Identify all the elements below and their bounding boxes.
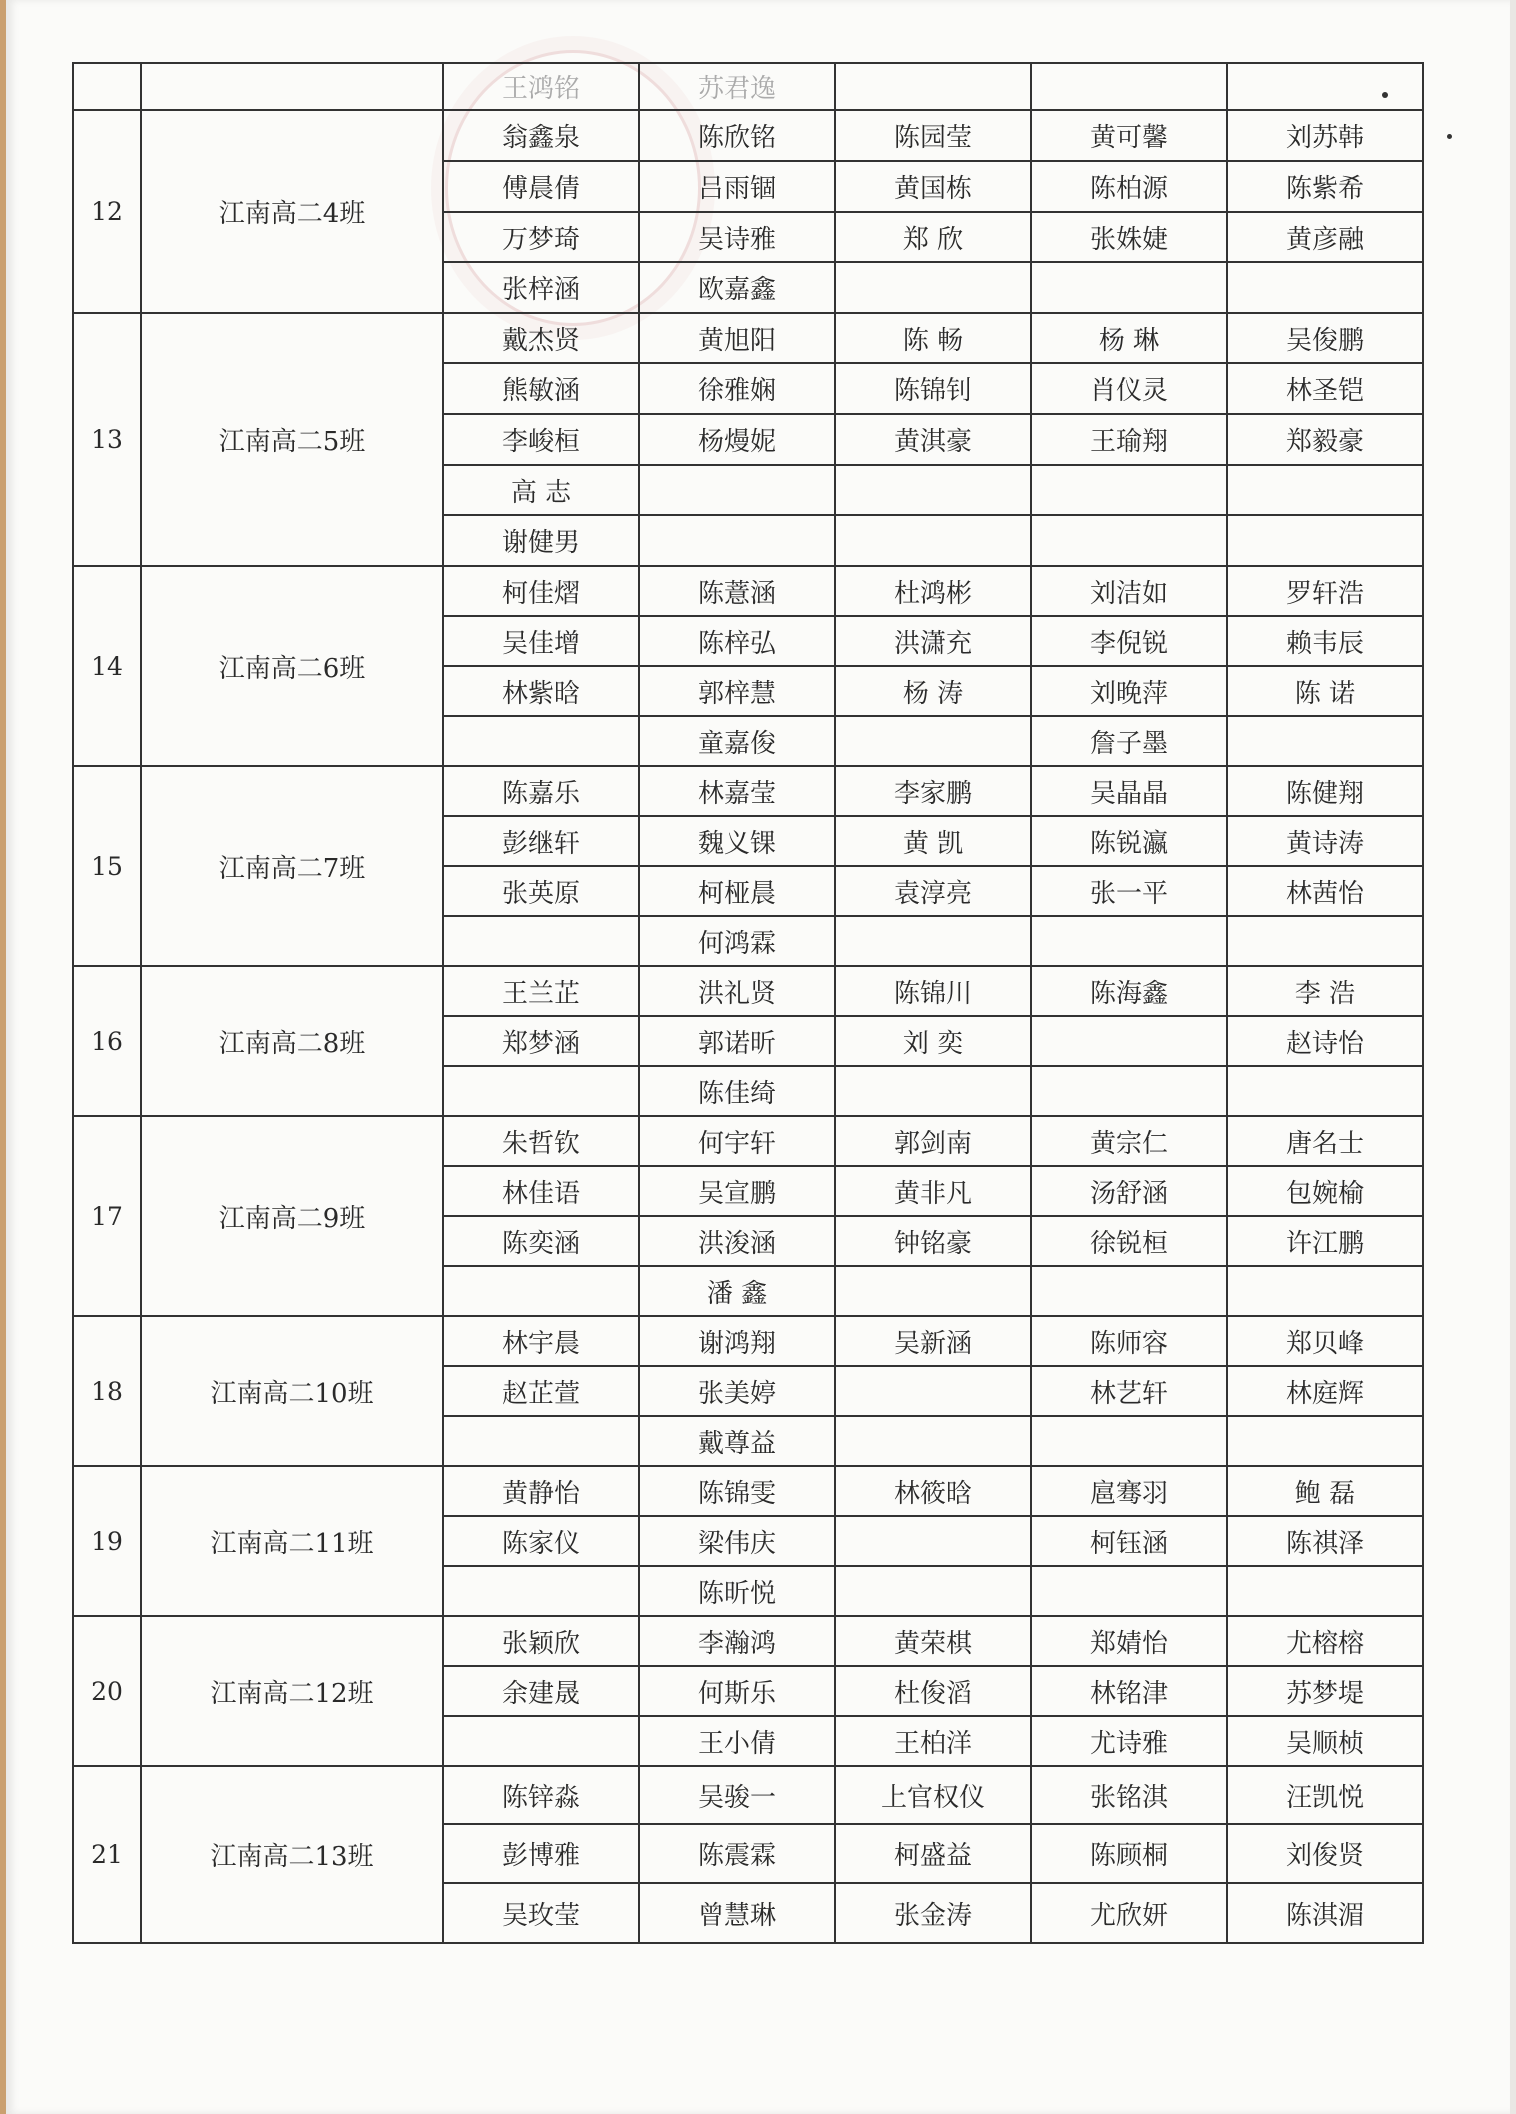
student-name-cell: 黄彦融	[1227, 212, 1423, 262]
student-name-cell: 彭继轩	[443, 816, 639, 866]
student-name-cell	[835, 465, 1031, 515]
class-name-cell	[141, 63, 443, 110]
student-name-cell: 童嘉俊	[639, 716, 835, 766]
student-name-cell: 詹子墨	[1031, 716, 1227, 766]
student-name-cell: 陈欣铭	[639, 110, 835, 161]
student-name-cell: 余建晟	[443, 1666, 639, 1716]
student-name-cell: 魏义锞	[639, 816, 835, 866]
student-name-cell: 傅晨倩	[443, 161, 639, 212]
student-name-cell: 林铭津	[1031, 1666, 1227, 1716]
student-name-cell: 黄旭阳	[639, 313, 835, 363]
student-name-cell: 吴诗雅	[639, 212, 835, 262]
student-name-cell: 郭梓慧	[639, 666, 835, 716]
class-roster-table	[72, 62, 1424, 1944]
student-name-cell: 李峻桓	[443, 414, 639, 465]
table-row	[73, 766, 1423, 816]
student-name-cell: 王柏洋	[835, 1716, 1031, 1766]
student-name-cell: 张姝婕	[1031, 212, 1227, 262]
student-name-cell: 杜俊滔	[835, 1666, 1031, 1716]
student-name-cell: 黄淇豪	[835, 414, 1031, 465]
student-name-cell	[443, 1266, 639, 1316]
student-name-cell: 许江鹏	[1227, 1216, 1423, 1266]
student-name-cell: 郑婧怡	[1031, 1616, 1227, 1666]
student-name-cell: 苏君逸	[639, 63, 835, 110]
student-name-cell: 陈昕悦	[639, 1566, 835, 1616]
student-name-cell: 陈淇湄	[1227, 1883, 1423, 1943]
student-name-cell: 洪浚涵	[639, 1216, 835, 1266]
student-name-cell: 洪潇充	[835, 616, 1031, 666]
student-name-cell: 万梦琦	[443, 212, 639, 262]
student-name-cell: 张一平	[1031, 866, 1227, 916]
table-row	[73, 1616, 1423, 1666]
student-name-cell: 刘俊贤	[1227, 1824, 1423, 1883]
student-name-cell: 欧嘉鑫	[639, 262, 835, 313]
student-name-cell	[1227, 716, 1423, 766]
table-row	[73, 1766, 1423, 1824]
student-name-cell: 何鸿霖	[639, 916, 835, 966]
student-name-cell: 杨 涛	[835, 666, 1031, 716]
student-name-cell: 林庭辉	[1227, 1366, 1423, 1416]
student-name-cell: 王鸿铭	[443, 63, 639, 110]
student-name-cell	[835, 262, 1031, 313]
student-name-cell	[1227, 262, 1423, 313]
student-name-cell: 何宇轩	[639, 1116, 835, 1166]
student-name-cell: 郭诺昕	[639, 1016, 835, 1066]
table-row	[73, 313, 1423, 363]
student-name-cell: 张铭淇	[1031, 1766, 1227, 1824]
student-name-cell	[835, 515, 1031, 566]
student-name-cell: 张梓涵	[443, 262, 639, 313]
student-name-cell: 陈锌淼	[443, 1766, 639, 1824]
student-name-cell: 柯钰涵	[1031, 1516, 1227, 1566]
student-name-cell: 陈佳绮	[639, 1066, 835, 1116]
student-name-cell: 上官权仪	[835, 1766, 1031, 1824]
student-name-cell: 林嘉莹	[639, 766, 835, 816]
student-name-cell	[835, 63, 1031, 110]
student-name-cell	[1227, 515, 1423, 566]
row-number-cell	[73, 63, 141, 110]
student-name-cell: 陈顾桐	[1031, 1824, 1227, 1883]
student-name-cell: 吕雨锢	[639, 161, 835, 212]
student-name-cell	[639, 465, 835, 515]
student-name-cell: 陈锦川	[835, 966, 1031, 1016]
class-name-cell: 江南高二8班	[141, 966, 443, 1116]
row-number-cell: 13	[73, 313, 141, 566]
student-name-cell: 翁鑫泉	[443, 110, 639, 161]
student-name-cell	[443, 1066, 639, 1116]
row-number-cell: 20	[73, 1616, 141, 1766]
student-name-cell: 林紫晗	[443, 666, 639, 716]
table-row	[73, 1316, 1423, 1366]
class-name-cell: 江南高二11班	[141, 1466, 443, 1616]
table-row	[73, 1116, 1423, 1166]
student-name-cell: 谢鸿翔	[639, 1316, 835, 1366]
student-name-cell: 黄静怡	[443, 1466, 639, 1516]
student-name-cell: 吴晶晶	[1031, 766, 1227, 816]
student-name-cell: 柯佳熠	[443, 566, 639, 616]
student-name-cell: 赵诗怡	[1227, 1016, 1423, 1066]
row-number-cell: 19	[73, 1466, 141, 1616]
student-name-cell: 王小倩	[639, 1716, 835, 1766]
student-name-cell: 唐名士	[1227, 1116, 1423, 1166]
student-name-cell: 赵芷萱	[443, 1366, 639, 1416]
student-name-cell	[1031, 63, 1227, 110]
student-name-cell: 林筱晗	[835, 1466, 1031, 1516]
row-number-cell: 15	[73, 766, 141, 966]
student-name-cell	[1227, 916, 1423, 966]
table-row	[73, 110, 1423, 161]
student-name-cell: 李倪锐	[1031, 616, 1227, 666]
student-name-cell: 陈锐瀛	[1031, 816, 1227, 866]
student-name-cell	[1227, 1416, 1423, 1466]
student-name-cell: 陈园莹	[835, 110, 1031, 161]
student-name-cell: 黄诗涛	[1227, 816, 1423, 866]
class-name-cell: 江南高二5班	[141, 313, 443, 566]
student-name-cell: 陈 畅	[835, 313, 1031, 363]
ink-speck	[1447, 134, 1452, 139]
student-name-cell: 黄可馨	[1031, 110, 1227, 161]
student-name-cell: 陈锦雯	[639, 1466, 835, 1516]
student-name-cell	[1031, 515, 1227, 566]
student-name-cell: 吴顺桢	[1227, 1716, 1423, 1766]
student-name-cell	[443, 1716, 639, 1766]
student-name-cell	[1031, 262, 1227, 313]
student-name-cell	[1031, 1566, 1227, 1616]
student-name-cell: 黄非凡	[835, 1166, 1031, 1216]
student-name-cell	[835, 916, 1031, 966]
student-name-cell: 陈健翔	[1227, 766, 1423, 816]
student-name-cell: 朱哲钦	[443, 1116, 639, 1166]
student-name-cell: 徐锐桓	[1031, 1216, 1227, 1266]
student-name-cell: 张英原	[443, 866, 639, 916]
class-name-cell: 江南高二9班	[141, 1116, 443, 1316]
student-name-cell: 郑贝峰	[1227, 1316, 1423, 1366]
student-name-cell: 郑梦涵	[443, 1016, 639, 1066]
student-name-cell	[835, 1416, 1031, 1466]
student-name-cell: 柯盛益	[835, 1824, 1031, 1883]
student-name-cell: 刘洁如	[1031, 566, 1227, 616]
student-name-cell: 黄国栋	[835, 161, 1031, 212]
class-name-cell: 江南高二13班	[141, 1766, 443, 1943]
student-name-cell: 杜鸿彬	[835, 566, 1031, 616]
student-name-cell: 黄宗仁	[1031, 1116, 1227, 1166]
student-name-cell: 曾慧琳	[639, 1883, 835, 1943]
student-name-cell: 陈嘉乐	[443, 766, 639, 816]
student-name-cell: 钟铭豪	[835, 1216, 1031, 1266]
student-name-cell: 李瀚鸿	[639, 1616, 835, 1666]
student-name-cell: 刘 奕	[835, 1016, 1031, 1066]
student-name-cell: 扈骞羽	[1031, 1466, 1227, 1516]
student-name-cell: 陈梓弘	[639, 616, 835, 666]
student-name-cell: 林艺轩	[1031, 1366, 1227, 1416]
student-name-cell: 郭剑南	[835, 1116, 1031, 1166]
student-name-cell: 柯桠晨	[639, 866, 835, 916]
student-name-cell: 汪凯悦	[1227, 1766, 1423, 1824]
student-name-cell: 吴新涵	[835, 1316, 1031, 1366]
student-name-cell: 林茜怡	[1227, 866, 1423, 916]
student-name-cell: 吴玫莹	[443, 1883, 639, 1943]
table-row	[73, 1466, 1423, 1516]
student-name-cell	[835, 1266, 1031, 1316]
student-name-cell: 吴骏一	[639, 1766, 835, 1824]
student-name-cell: 陈师容	[1031, 1316, 1227, 1366]
student-name-cell: 尤榕榕	[1227, 1616, 1423, 1666]
student-name-cell: 陈祺泽	[1227, 1516, 1423, 1566]
student-name-cell: 张金涛	[835, 1883, 1031, 1943]
student-name-cell: 王兰芷	[443, 966, 639, 1016]
student-name-cell: 袁淳亮	[835, 866, 1031, 916]
student-name-cell: 刘苏韩	[1227, 110, 1423, 161]
student-name-cell: 林宇晨	[443, 1316, 639, 1366]
student-name-cell: 苏梦堤	[1227, 1666, 1423, 1716]
class-name-cell: 江南高二4班	[141, 110, 443, 313]
student-name-cell: 杨熳妮	[639, 414, 835, 465]
student-name-cell	[1227, 1066, 1423, 1116]
student-name-cell: 杨 琳	[1031, 313, 1227, 363]
student-name-cell: 陈锦钊	[835, 363, 1031, 414]
table-row	[73, 566, 1423, 616]
student-name-cell	[835, 1066, 1031, 1116]
student-name-cell	[835, 1566, 1031, 1616]
row-number-cell: 18	[73, 1316, 141, 1466]
student-name-cell	[443, 1416, 639, 1466]
student-name-cell	[835, 1516, 1031, 1566]
row-number-cell: 12	[73, 110, 141, 313]
student-name-cell	[1031, 1416, 1227, 1466]
student-name-cell: 林圣铠	[1227, 363, 1423, 414]
row-number-cell: 21	[73, 1766, 141, 1943]
student-name-cell	[1031, 1016, 1227, 1066]
student-name-cell	[1227, 465, 1423, 515]
student-name-cell: 汤舒涵	[1031, 1166, 1227, 1216]
student-name-cell	[835, 1366, 1031, 1416]
row-number-cell: 17	[73, 1116, 141, 1316]
student-name-cell	[1031, 1066, 1227, 1116]
student-name-cell: 陈柏源	[1031, 161, 1227, 212]
table-row-continued	[73, 63, 1423, 110]
student-name-cell: 黄荣棋	[835, 1616, 1031, 1666]
student-name-cell	[1227, 63, 1423, 110]
class-name-cell: 江南高二12班	[141, 1616, 443, 1766]
student-name-cell: 黄 凯	[835, 816, 1031, 866]
student-name-cell: 徐雅娴	[639, 363, 835, 414]
row-number-cell: 16	[73, 966, 141, 1116]
student-name-cell: 陈紫希	[1227, 161, 1423, 212]
student-name-cell	[1031, 916, 1227, 966]
student-name-cell	[1031, 465, 1227, 515]
student-name-cell: 张颖欣	[443, 1616, 639, 1666]
roster-body	[73, 63, 1423, 1943]
class-name-cell: 江南高二6班	[141, 566, 443, 766]
student-name-cell: 罗轩浩	[1227, 566, 1423, 616]
student-name-cell	[1031, 1266, 1227, 1316]
student-name-cell: 梁伟庆	[639, 1516, 835, 1566]
student-name-cell	[639, 515, 835, 566]
student-name-cell: 郑 欣	[835, 212, 1031, 262]
student-name-cell	[835, 716, 1031, 766]
student-name-cell: 戴杰贤	[443, 313, 639, 363]
student-name-cell: 洪礼贤	[639, 966, 835, 1016]
row-number-cell: 14	[73, 566, 141, 766]
student-name-cell	[443, 716, 639, 766]
class-name-cell: 江南高二7班	[141, 766, 443, 966]
student-name-cell	[1227, 1266, 1423, 1316]
student-name-cell: 林佳语	[443, 1166, 639, 1216]
student-name-cell: 李 浩	[1227, 966, 1423, 1016]
student-name-cell: 陈奕涵	[443, 1216, 639, 1266]
student-name-cell: 尤诗雅	[1031, 1716, 1227, 1766]
student-name-cell: 何斯乐	[639, 1666, 835, 1716]
student-name-cell: 李家鹏	[835, 766, 1031, 816]
student-name-cell: 熊敏涵	[443, 363, 639, 414]
student-name-cell: 鲍 磊	[1227, 1466, 1423, 1516]
student-name-cell: 陈家仪	[443, 1516, 639, 1566]
student-name-cell: 张美婷	[639, 1366, 835, 1416]
student-name-cell: 吴俊鹏	[1227, 313, 1423, 363]
student-name-cell: 王瑜翔	[1031, 414, 1227, 465]
student-name-cell: 高 志	[443, 465, 639, 515]
class-name-cell: 江南高二10班	[141, 1316, 443, 1466]
student-name-cell	[1227, 1566, 1423, 1616]
student-name-cell	[443, 1566, 639, 1616]
student-name-cell: 郑毅豪	[1227, 414, 1423, 465]
student-name-cell: 包婉榆	[1227, 1166, 1423, 1216]
student-name-cell: 赖韦辰	[1227, 616, 1423, 666]
student-name-cell: 陈震霖	[639, 1824, 835, 1883]
student-name-cell: 陈海鑫	[1031, 966, 1227, 1016]
student-name-cell: 吴宣鹏	[639, 1166, 835, 1216]
student-name-cell: 彭博雅	[443, 1824, 639, 1883]
student-name-cell: 戴尊益	[639, 1416, 835, 1466]
student-name-cell	[443, 916, 639, 966]
student-name-cell: 潘 鑫	[639, 1266, 835, 1316]
student-name-cell: 谢健男	[443, 515, 639, 566]
student-name-cell: 陈薏涵	[639, 566, 835, 616]
table-row	[73, 966, 1423, 1016]
student-name-cell: 吴佳增	[443, 616, 639, 666]
student-name-cell: 陈 诺	[1227, 666, 1423, 716]
student-name-cell: 尤欣妍	[1031, 1883, 1227, 1943]
student-name-cell: 刘晚萍	[1031, 666, 1227, 716]
student-name-cell: 肖仪灵	[1031, 363, 1227, 414]
